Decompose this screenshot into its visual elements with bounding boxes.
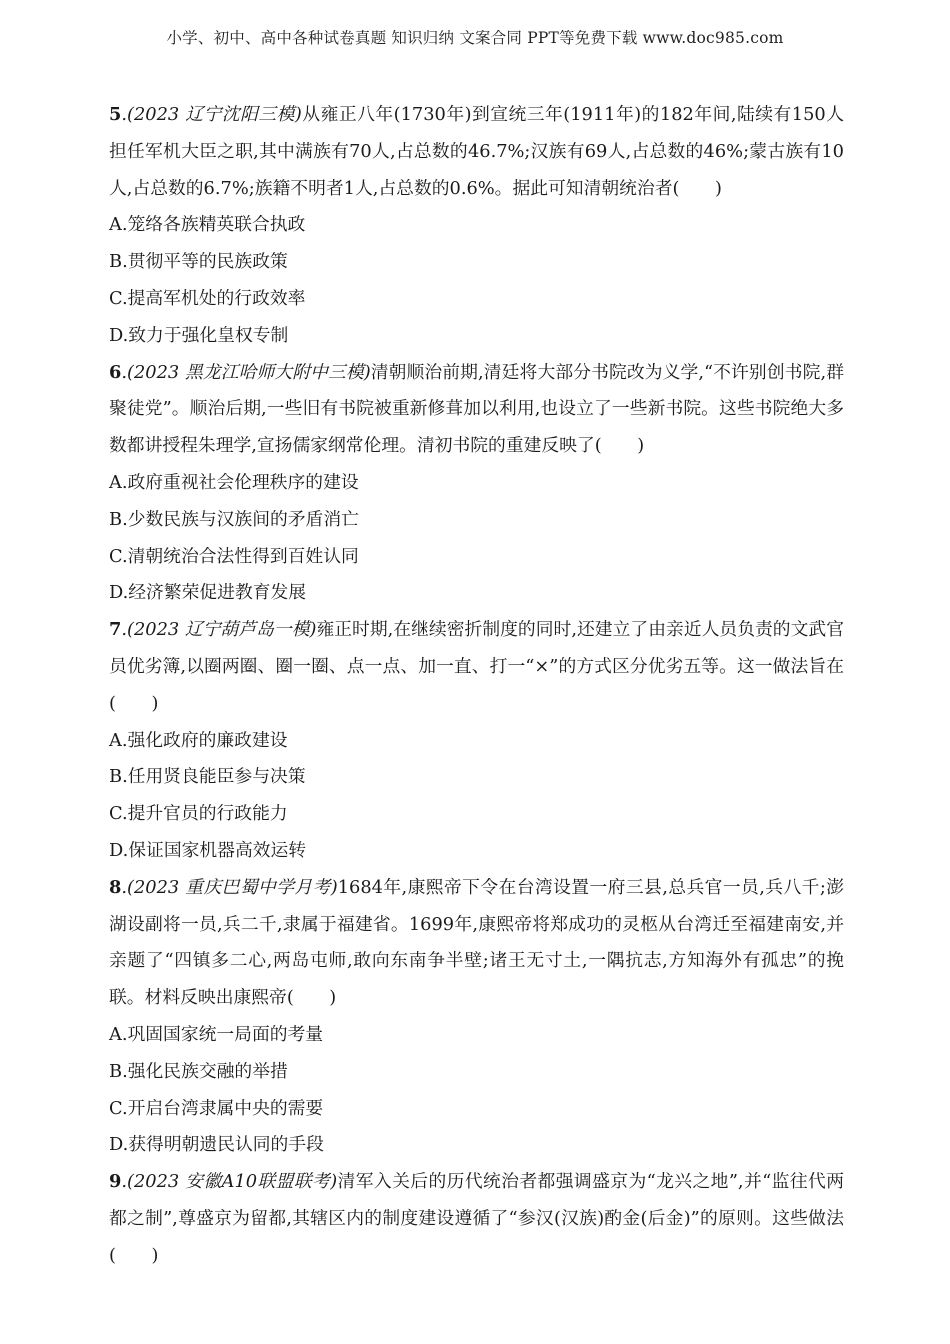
question-text: 从雍正八年(1730年)到宣统三年(1911年)的182年间,陆续有150人担任军机大臣之职,其中满族有70人,占总数的46.7%;汉族有69人,占总数的46%;蒙古族有10人,占总数的6.7%;族籍不明者1人,占总数的0.6%。据此可知清朝统治者( ) [109, 104, 844, 199]
question-8 [109, 870, 844, 1164]
page-header: 小学、初中、高中各种试卷真题 知识归纳 文案合同 PPT等免费下载 www.doc985.com [166, 29, 784, 47]
question-6 [109, 355, 844, 613]
option-d: D.获得明朝遗民认同的手段 [109, 1134, 324, 1156]
option-b: B.少数民族与汉族间的矛盾消亡 [109, 508, 359, 530]
question-stem [109, 1164, 844, 1274]
question-source: .(2023 辽宁葫芦岛一模) [121, 619, 317, 641]
question-stem [109, 870, 844, 1017]
option-a: A.强化政府的廉政建设 [109, 729, 288, 751]
option-c: C.提高军机处的行政效率 [109, 287, 306, 309]
question-7 [109, 612, 844, 870]
question-number: 8 [109, 876, 122, 898]
question-number: 6 [109, 361, 122, 383]
question-source: .(2023 黑龙江哈师大附中三模) [121, 361, 371, 383]
question-source: .(2023 辽宁沈阳三模) [121, 104, 302, 125]
option-d: D.保证国家机器高效运转 [109, 839, 307, 861]
option-a: A.政府重视社会伦理秩序的建设 [109, 471, 359, 493]
question-stem [109, 355, 844, 465]
option-c: C.开启台湾隶属中央的需要 [109, 1097, 324, 1119]
question-text: 清军入关后的历代统治者都强调盛京为“龙兴之地”,并“监往代两都之制”,尊盛京为留都,其辖区内的制度建设遵循了“参汉(汉族)酌金(后金)”的原则。这些做法( ) [109, 1171, 844, 1266]
question-stem [109, 97, 844, 207]
option-c: C.提升官员的行政能力 [109, 803, 288, 825]
question-number: 7 [109, 619, 122, 641]
option-d: D.致力于强化皇权专制 [109, 324, 289, 346]
question-text: 清朝顺治前期,清廷将大部分书院改为义学,“不许别创书院,群聚徒党”。顺治后期,一些旧有书院被重新修葺加以利用,也设立了一些新书院。这些书院绝大多数都讲授程朱理学,宣扬儒家纲常伦理。清初书院的重建反映了( ) [109, 361, 844, 457]
question-list [109, 97, 844, 1275]
question-text: 1684年,康熙帝下令在台湾设置一府三县,总兵官一员,兵八千;澎湖设副将一员,兵二千,隶属于福建省。1699年,康熙帝将郑成功的灵柩从台湾迁至福建南安,并亲题了“四镇多二心,两岛屯师,敢向东南争半壁;诸王无寸土,一隅抗志,方知海外有孤忠”的挽联。材料反映出康熙帝( ) [109, 876, 844, 1009]
question-stem [109, 612, 844, 722]
question-text: 雍正时期,在继续密折制度的同时,还建立了由亲近人员负责的文武官员优劣簿,以圈两圈、圈一圈、点一点、加一直、打一“×”的方式区分优劣五等。这一做法旨在( ) [109, 619, 844, 714]
question-source: .(2023 重庆巴蜀中学月考) [121, 876, 338, 898]
option-a: A.笼络各族精英联合执政 [109, 214, 306, 236]
question-source: .(2023 安徽A10联盟联考) [121, 1171, 338, 1193]
option-b: B.贯彻平等的民族政策 [109, 251, 288, 273]
question-number: 9 [109, 1171, 122, 1193]
question-number: 5 [109, 104, 122, 125]
question-5 [109, 97, 844, 355]
option-c: C.清朝统治合法性得到百姓认同 [109, 545, 359, 567]
option-a: A.巩固国家统一局面的考量 [109, 1023, 324, 1045]
option-d: D.经济繁荣促进教育发展 [109, 582, 307, 604]
question-9 [109, 1164, 844, 1274]
option-b: B.任用贤良能臣参与决策 [109, 766, 306, 788]
option-b: B.强化民族交融的举措 [109, 1060, 288, 1082]
